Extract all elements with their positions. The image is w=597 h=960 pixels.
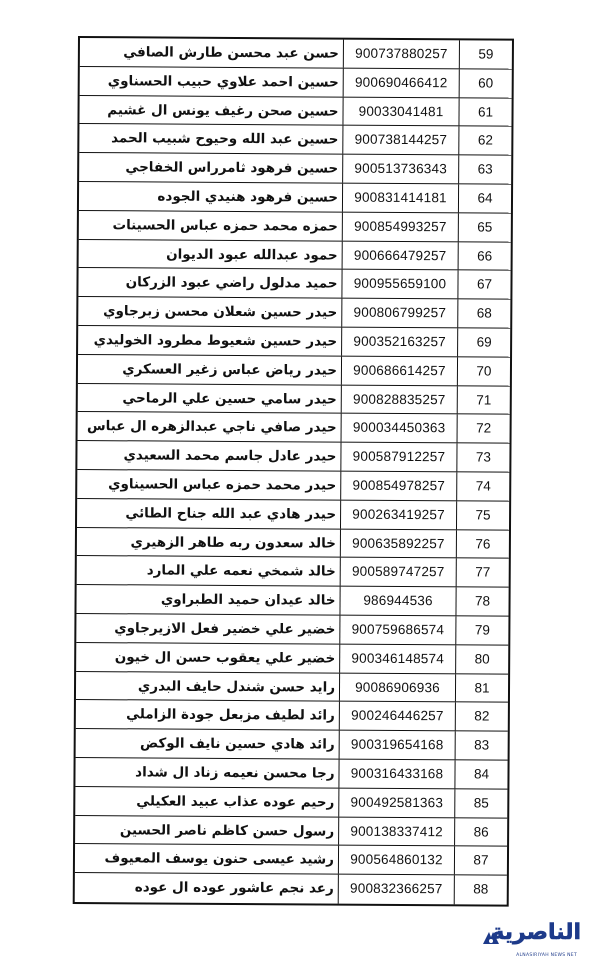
row-number-cell: 59 xyxy=(478,46,494,62)
row-number-cell: 78 xyxy=(474,593,491,609)
name-cell: خضير علي يعقوب حسن ال خيون xyxy=(76,643,340,672)
phone-cell: 900513736343 xyxy=(343,155,459,184)
logo-subtext: ALNASIRIYAH NEWS NET xyxy=(516,953,577,958)
row-number-cell: 64 xyxy=(477,190,493,206)
row-number-cell: 81 xyxy=(474,679,490,696)
logo-text: الناصرية xyxy=(491,920,581,945)
name-cell: حسين عبد الله وحيوح شبيب الحمد xyxy=(79,124,343,153)
name-cell: حيدر صافي ناجي عبدالزهره ال عباس xyxy=(78,412,342,441)
row-number-cell: 72 xyxy=(476,420,492,436)
table-row xyxy=(79,182,511,213)
phone-cell: 900854993257 xyxy=(343,212,459,241)
name-cell: خالد شمخي نعمه علي المارد xyxy=(77,556,341,585)
row-number-cell: 85 xyxy=(473,795,489,811)
phone-cell: 900831414181 xyxy=(343,184,459,213)
name-cell: حسين احمد علاوي حبيب الحسناوي xyxy=(80,67,344,96)
name-cell: حسين صحن رغيف يونس ال غشيم xyxy=(79,96,343,125)
phone-cell: 900832366257 xyxy=(339,875,455,905)
name-cell: حيدر رياض عباس زغير العسكري xyxy=(78,355,342,384)
row-number-cell: 76 xyxy=(475,535,491,552)
name-cell: خضير علي خضير فعل الازيرجاوي xyxy=(76,614,340,643)
table-row xyxy=(79,96,511,127)
row-number-cell: 86 xyxy=(473,823,489,840)
phone-cell: 90086906936 xyxy=(340,673,456,702)
table-row xyxy=(79,124,511,155)
table-row xyxy=(75,758,507,789)
phone-cell: 900738144257 xyxy=(343,126,459,155)
row-number-cell: 60 xyxy=(478,75,494,91)
name-cell: رائد هادي حسين نايف الوكض xyxy=(76,729,340,758)
table-row xyxy=(78,268,510,299)
names-table xyxy=(73,36,514,907)
phone-cell: 900666479257 xyxy=(343,241,459,270)
table-row xyxy=(79,153,511,184)
table-row xyxy=(75,844,507,875)
name-cell: حسين فرهود هنيدي الجوده xyxy=(79,182,343,211)
phone-cell: 900346148574 xyxy=(340,644,456,673)
table-row xyxy=(77,470,509,501)
phone-cell: 900955659100 xyxy=(342,270,458,299)
phone-cell: 900686614257 xyxy=(342,356,458,385)
phone-cell: 900806799257 xyxy=(342,299,458,328)
name-cell: حميد مدلول راضي عبود الزركان xyxy=(78,268,342,297)
table-row xyxy=(77,556,509,587)
table-row xyxy=(76,700,508,731)
table-row xyxy=(76,643,508,674)
name-cell: رائد لطيف مزبعل جودة الزاملي xyxy=(76,700,340,729)
name-cell: رايد حسن شندل حايف البدري xyxy=(76,672,340,701)
name-cell: حمزه محمد حمزه عباس الحسينات xyxy=(79,211,343,240)
name-cell: رسول حسن كاظم ناصر الحسين xyxy=(75,816,339,845)
name-cell: خالد سعدون ربه طاهر الزهيري xyxy=(77,528,341,557)
row-number-cell: 67 xyxy=(476,276,493,292)
name-cell: حيدر عادل جاسم محمد السعيدي xyxy=(77,441,341,470)
row-number-cell: 62 xyxy=(477,132,493,148)
row-number-cell: 66 xyxy=(477,248,493,264)
table-row xyxy=(77,441,509,472)
phone-cell: 900263419257 xyxy=(341,500,457,529)
phone-cell: 986944536 xyxy=(340,587,456,616)
phone-cell: 900737880257 xyxy=(344,40,460,69)
name-cell: حيدر حسين شعلان محسن زبرجاوي xyxy=(78,297,342,326)
phone-cell: 90033041481 xyxy=(343,97,459,126)
row-number-cell: 63 xyxy=(477,161,493,177)
row-number-cell: 71 xyxy=(476,392,492,408)
name-cell: حسين فرهود ثامرراس الخفاجي xyxy=(79,153,343,182)
row-number-cell: 77 xyxy=(475,564,491,580)
phone-cell: 900635892257 xyxy=(341,529,457,558)
name-cell: رجا محسن نعيمه زناد ال شداد xyxy=(75,758,339,787)
table-row xyxy=(79,211,511,242)
phone-cell: 900246446257 xyxy=(340,702,456,731)
row-number-cell: 73 xyxy=(475,449,491,465)
table-row xyxy=(77,528,509,559)
table-row xyxy=(77,499,509,530)
row-number-cell: 88 xyxy=(473,881,489,897)
name-cell: رشيد عيسى حنون يوسف المعيوف xyxy=(75,844,339,873)
name-cell: حيدر هادي عبد الله جناح الطائي xyxy=(77,499,341,528)
row-number-cell: 69 xyxy=(476,334,492,350)
name-cell: خالد عيدان حميد الطبراوي xyxy=(76,585,340,614)
row-number-cell: 75 xyxy=(475,507,491,523)
phone-cell: 900316433168 xyxy=(339,760,455,789)
name-cell: حمود عبدالله عبود الديوان xyxy=(79,240,343,269)
name-cell: حيدر سامي حسين علي الرماحي xyxy=(78,384,342,413)
table-row xyxy=(76,672,508,703)
table-row xyxy=(79,240,511,271)
row-number-cell: 80 xyxy=(474,651,490,667)
phone-cell: 900492581363 xyxy=(339,788,455,817)
row-number-cell: 70 xyxy=(476,363,492,379)
phone-cell: 900587912257 xyxy=(341,443,457,472)
table-row xyxy=(78,326,510,357)
row-number-cell: 87 xyxy=(473,852,489,868)
name-cell: رعد نجم عاشور عوده ال عوده xyxy=(75,873,339,903)
phone-cell: 900690466412 xyxy=(344,68,460,97)
name-cell: حيدر حسين شعيوط مطرود الخوليدي xyxy=(78,326,342,355)
table-row xyxy=(78,297,510,328)
row-number-cell: 84 xyxy=(473,766,490,782)
row-number-cell: 61 xyxy=(477,104,494,120)
phone-cell: 900034450363 xyxy=(342,414,458,443)
phone-cell: 900759686574 xyxy=(340,616,456,645)
table-row xyxy=(78,355,510,386)
row-number-cell: 68 xyxy=(476,305,492,321)
name-cell: رحيم عوده عذاب عبيد العكيلي xyxy=(75,787,339,816)
name-cell: حيدر محمد حمزه عباس الحسيناوي xyxy=(77,470,341,499)
watermark-logo xyxy=(479,918,591,958)
row-number-cell: 82 xyxy=(474,708,490,724)
table-row xyxy=(80,67,512,98)
table-row xyxy=(76,585,508,616)
phone-cell: 900138337412 xyxy=(339,817,455,846)
table-row xyxy=(78,412,510,443)
phone-cell: 900564860132 xyxy=(339,846,455,875)
table-row xyxy=(80,38,512,69)
table-row xyxy=(75,873,507,904)
row-number-cell: 65 xyxy=(477,219,493,235)
row-number-cell: 83 xyxy=(474,737,490,753)
table-row xyxy=(75,816,507,847)
table-row xyxy=(76,614,508,645)
phone-cell: 900828835257 xyxy=(342,385,458,414)
phone-cell: 900854978257 xyxy=(341,472,457,501)
phone-cell: 900352163257 xyxy=(342,328,458,357)
table-row xyxy=(78,384,510,415)
table-row xyxy=(75,787,507,818)
name-cell: حسن عبد محسن طارش الصافي xyxy=(80,38,344,67)
row-number-cell: 79 xyxy=(474,622,490,638)
phone-cell: 900319654168 xyxy=(340,731,456,760)
phone-cell: 900589747257 xyxy=(341,558,457,587)
table-row xyxy=(76,729,508,760)
row-number-cell: 74 xyxy=(475,478,491,494)
